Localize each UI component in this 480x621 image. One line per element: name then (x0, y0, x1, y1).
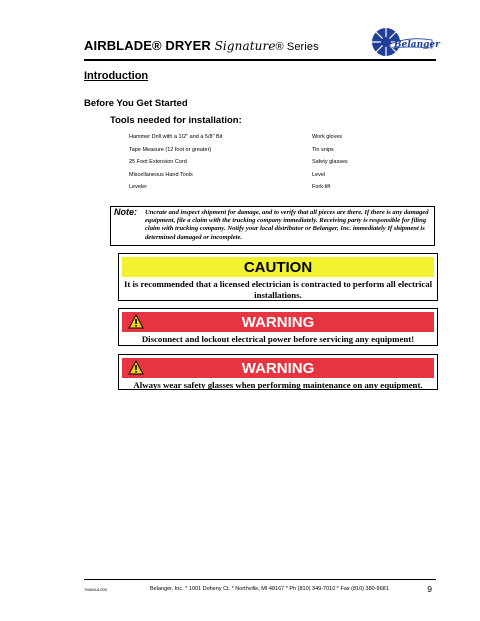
note-label: Note: (114, 207, 137, 217)
tool-item: Tape Measure (12 foot or greater) (129, 146, 212, 153)
tool-item: Work gloves (312, 134, 343, 140)
tool-item: Level (312, 171, 326, 178)
tool-item: Fork-lift (312, 184, 331, 190)
tools-heading: Tools needed for installation: (110, 115, 242, 126)
tool-item: Miscellaneous Hand Tools (129, 171, 193, 178)
tools-row (129, 144, 429, 157)
caution-banner: CAUTION (122, 257, 434, 277)
company-address: Belanger, Inc. * 1001 Doheny Ct. * Northville, MI 48167 * Ph (810) 349-7010 * Fax (810) 380-9681 (150, 586, 389, 592)
caution-message: It is recommended that a licensed electrician is contracted to perform all electrical installations. (123, 279, 433, 300)
note-text: Uncrate and inspect shipment for damage, and to verify that all pieces are there. If there is any damaged equipment, file a claim with the trucking company immediately. Receiving party is responsible for filing claim with trucking company. Notify your local distributor or Belanger, Inc. immediately If shipment is determined damaged or incomplete. (145, 209, 429, 241)
tool-item: Safety glasses (312, 159, 348, 165)
tools-list (129, 131, 429, 194)
note-box (110, 206, 435, 246)
warning-triangle-icon (128, 360, 144, 375)
warning-banner (122, 312, 434, 332)
tool-item: Tin snips (312, 146, 334, 153)
warning-box (118, 354, 438, 390)
series-label: ® Series (275, 41, 319, 53)
footer-divider (84, 579, 436, 580)
signature-script: Signature (214, 39, 276, 53)
warning-message: Disconnect and lockout electrical power before servicing any equipment! (141, 334, 415, 344)
document-code: 7MANUL009 (84, 587, 107, 592)
warning-label: WARNING (241, 313, 315, 331)
warning-label: WARNING (241, 359, 315, 377)
tool-item: Leveler (129, 184, 148, 190)
warning-triangle-icon (128, 314, 144, 329)
warning-banner (122, 358, 434, 378)
tools-row (129, 156, 429, 169)
belanger-logo (370, 26, 440, 58)
tool-item: 25 Foot Extension Cord (129, 159, 187, 165)
header-divider (84, 59, 436, 61)
tools-row (129, 181, 429, 194)
subheading: Before You Get Started (84, 98, 188, 109)
document-header-title (84, 38, 319, 53)
logo-text: Belanger (394, 40, 440, 50)
section-title: Introduction (84, 70, 149, 82)
warning-box (118, 308, 438, 346)
page-number: 9 (427, 584, 432, 594)
tools-row (129, 131, 429, 144)
tool-item: Hammer Drill with a 1/2" and a 5/8" Bit (129, 134, 223, 140)
warning-message: Always wear safety glasses when performing maintenance on any equipment. (133, 380, 423, 390)
brand-name: AIRBLADE® DRYER (84, 38, 211, 53)
caution-box (118, 253, 438, 301)
tools-row (129, 169, 429, 182)
